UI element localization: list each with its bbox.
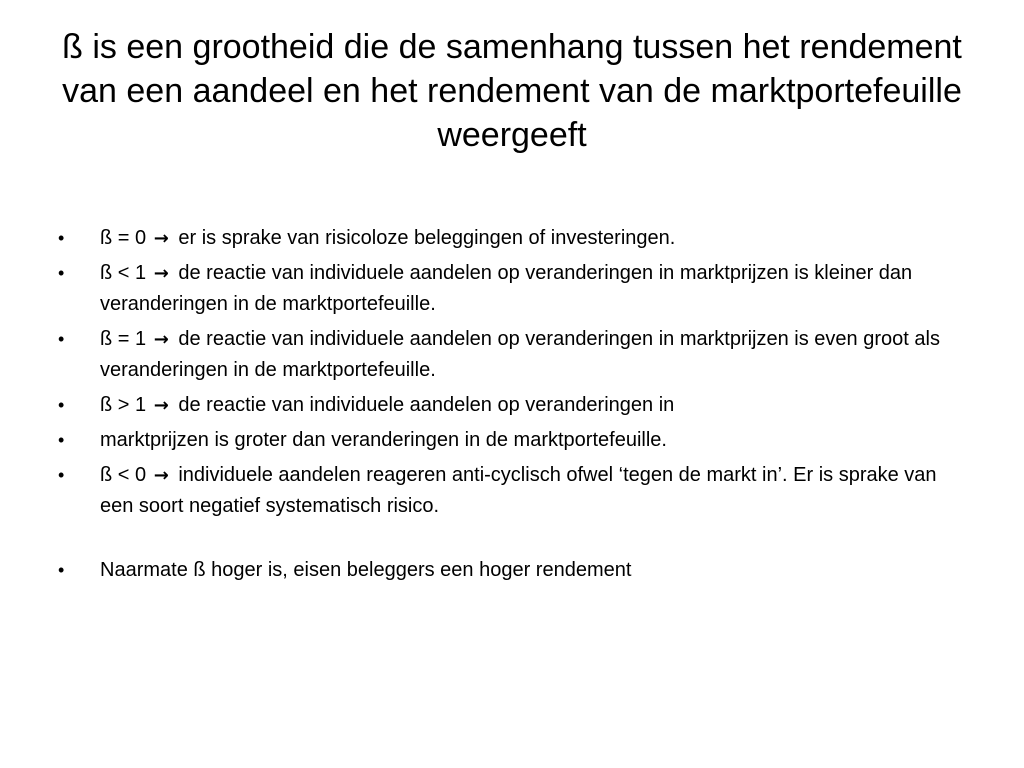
bullet-lead: ß = 0 bbox=[100, 227, 147, 249]
slide-title: ß is een grootheid die de samenhang tussen het rendement van een aandeel en het rendement van de marktportefeuille weergeeft bbox=[62, 28, 962, 154]
bullet-item bbox=[58, 460, 958, 522]
bullet-text: de reactie van individuele aandelen op veranderingen in marktprijzen is even groot als veranderingen in de marktportefeuille. bbox=[100, 328, 940, 381]
bullet-lead: ß < 0 bbox=[100, 464, 147, 486]
bullet-text: er is sprake van risicoloze beleggingen of investeringen. bbox=[178, 227, 676, 249]
bullet-item bbox=[58, 425, 958, 456]
bullet-text: de reactie van individuele aandelen op veranderingen in bbox=[178, 394, 675, 416]
bullet-list bbox=[58, 223, 958, 590]
bullet-item bbox=[58, 258, 958, 320]
bullet-dot-icon: • bbox=[58, 395, 65, 415]
bullet-item bbox=[58, 223, 958, 254]
bullet-lead: ß > 1 bbox=[100, 394, 147, 416]
bullet-lead: ß < 1 bbox=[100, 262, 147, 284]
arrow-right-icon: → bbox=[153, 329, 169, 350]
bullet-dot-icon: • bbox=[58, 228, 65, 248]
bullet-item bbox=[58, 390, 958, 421]
bullet-lead: Naarmate ß hoger is, eisen beleggers een hoger rendement bbox=[100, 559, 632, 581]
bullet-dot-icon: • bbox=[58, 560, 65, 580]
bullet-dot-icon: • bbox=[58, 430, 65, 450]
arrow-right-icon: → bbox=[153, 263, 169, 284]
bullet-item bbox=[58, 324, 958, 386]
bullet-dot-icon: • bbox=[58, 263, 65, 283]
bullet-text: marktprijzen is groter dan veranderingen in de marktportefeuille. bbox=[100, 429, 667, 451]
bullet-lead: ß = 1 bbox=[100, 328, 147, 350]
bullet-dot-icon: • bbox=[58, 329, 65, 349]
bullet-dot-icon: • bbox=[58, 465, 65, 485]
arrow-right-icon: → bbox=[153, 465, 169, 486]
arrow-right-icon: → bbox=[153, 228, 169, 249]
bullet-item bbox=[58, 555, 958, 586]
bullet-text: individuele aandelen reageren anti-cyclisch ofwel ‘tegen de markt in’. Er is sprake van een soort negatief systematisch risico. bbox=[100, 464, 937, 517]
bullet-text: de reactie van individuele aandelen op veranderingen in marktprijzen is kleiner dan veranderingen in de marktportefeuille. bbox=[100, 262, 913, 315]
arrow-right-icon: → bbox=[153, 395, 169, 416]
